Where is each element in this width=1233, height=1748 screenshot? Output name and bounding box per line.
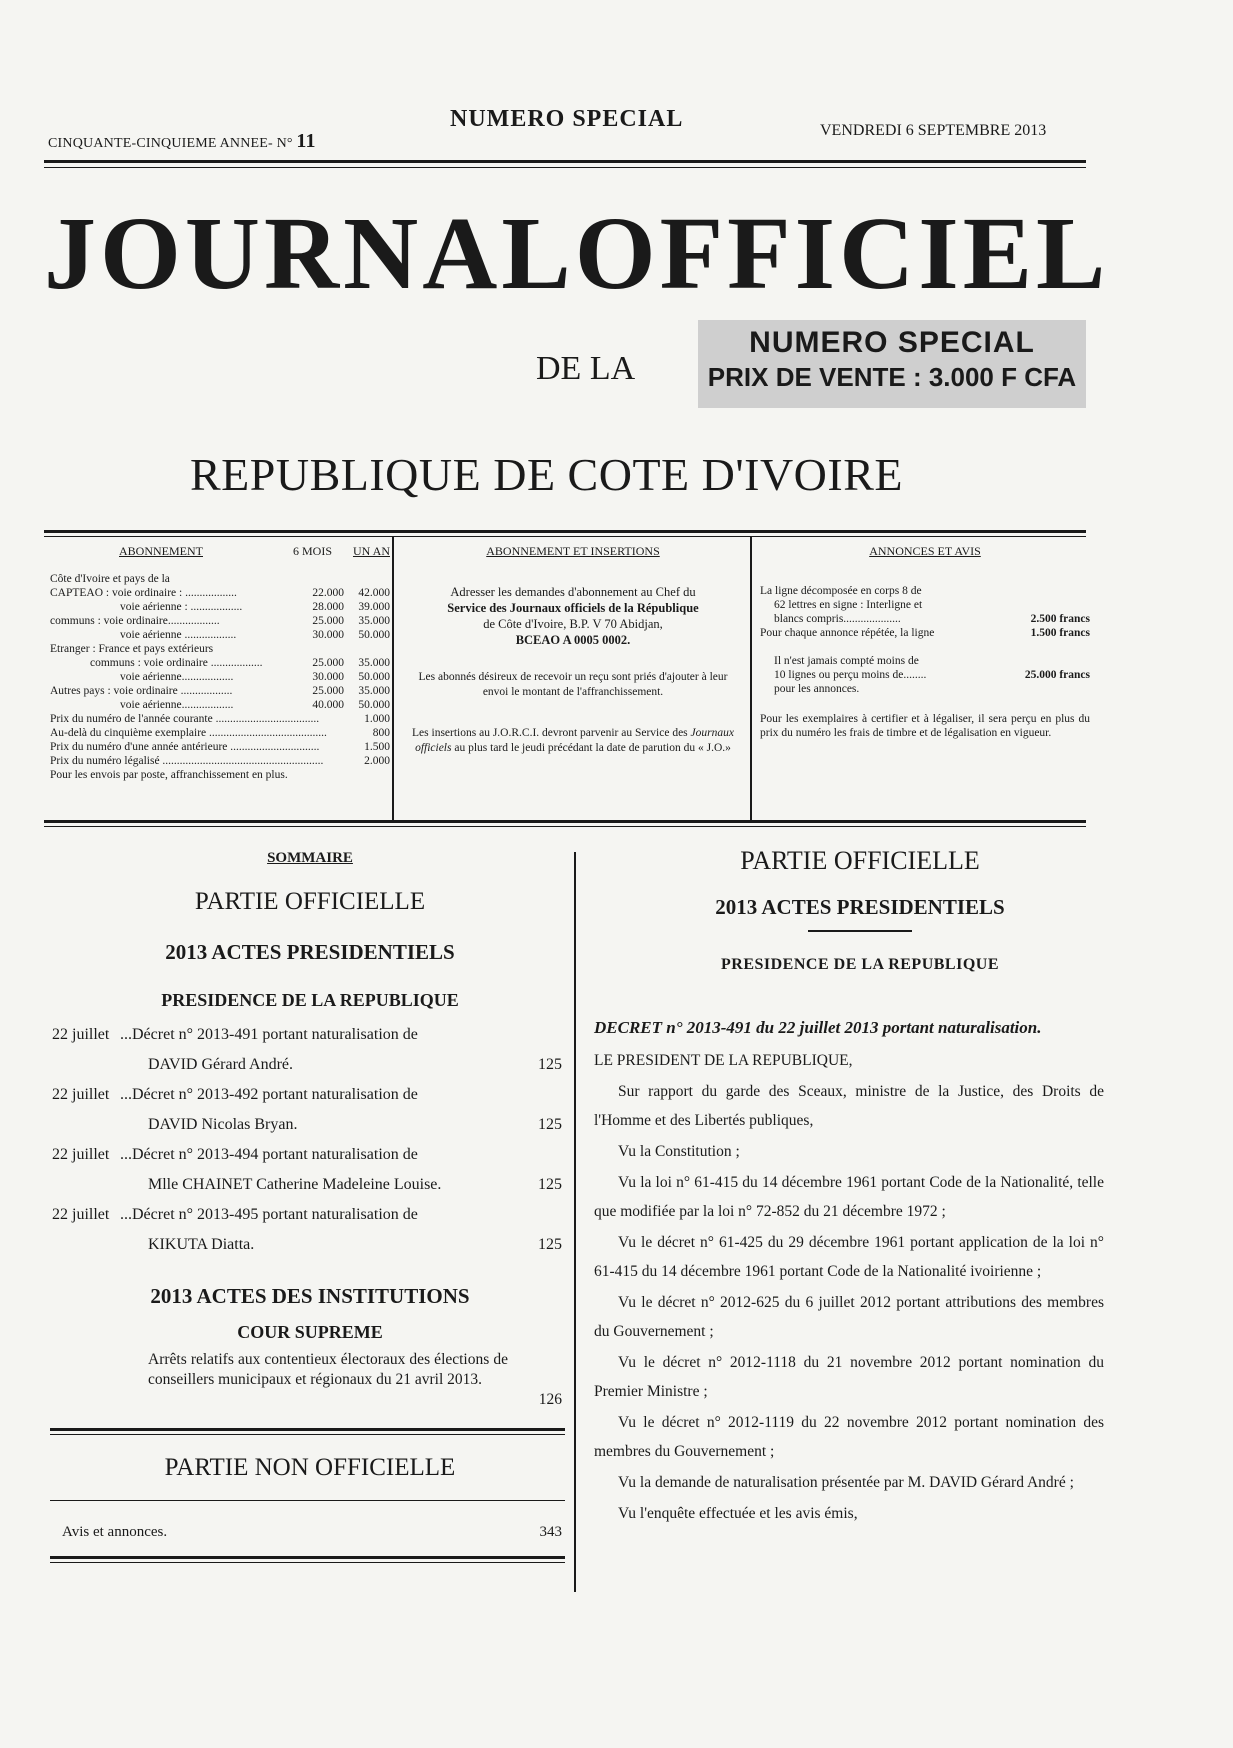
table-rule-top2: [44, 536, 1086, 537]
special-price-box: NUMERO SPECIAL PRIX DE VENTE : 3.000 F CFA: [698, 320, 1086, 408]
sommaire-cour-supreme: COUR SUPREME: [237, 1322, 383, 1342]
decret-paragraph: Sur rapport du garde des Sceaux, ministre de la Justice, des Droits de l'Homme et des Libertés publiques,: [594, 1083, 1104, 1129]
header-rule-bottom: [44, 167, 1086, 168]
sommaire-entry: 22 juillet ...Décret n° 2013-494 portant naturalisation de Mlle CHAINET Catherine Madeleine Louise. 125: [52, 1146, 562, 1193]
right-actes-presidentiels: 2013 ACTES PRESIDENTIELS: [715, 895, 1005, 919]
table-rule-bottom: [44, 820, 1086, 823]
abonnement-table: ABONNEMENT 6 MOIS UN AN Côte d'Ivoire et pays de la CAPTEAO : voie ordinaire : .................. 22.000 42.000 voie aérienne : .................. 28.000 39.000 communs : voie ordinaire.................. 25.000 35.000 voie aérienne .................. 30.000 50.000 Etranger : France et pays extérieurs communs : voie ordinaire .................. 25.000 35.000 voie aérienne.................. 30.000 50.000 Autres pays : voie ordinaire .................. 25.000 35.000 voie aérienne.................. 40.000 50.000 Prix du numéro de l'année courante .................................... 1.000 Au-delà du cinquième exemplaire ......................................... 800 Prix du numéro d'une année antérieure ............................... 1.500 Prix du numéro légalisé ........................................................ 2.000 Pour les envois par poste, affranchissement en plus.: [50, 544, 390, 781]
sommaire-partie-non-officielle: PARTIE NON OFFICIELLE: [164, 1454, 456, 1481]
decret-paragraph: Vu l'enquête effectuée et les avis émis,: [618, 1505, 858, 1522]
year-number-label: CINQUANTE-CINQUIEME ANNEE- N° 11: [48, 130, 316, 152]
sommaire-rule-1b: [50, 1434, 565, 1435]
sommaire-entry: 22 juillet ...Décret n° 2013-492 portant naturalisation de DAVID Nicolas Bryan. 125: [52, 1086, 562, 1133]
annonces-column: ANNONCES ET AVIS La ligne décomposée en corps 8 de 62 lettres en signe : Interligne et blancs compris.................... 2.500 francs Pour chaque annonce répétée, la ligne 1.500 francs Il n'est jamais compté moins de 10 lignes ou perçu moins de........ 25.000 francs pour les annonces. Pour les exemplaires à certifier et à légaliser, il sera perçu en plus du prix du numéro les frais de timbre et de légalisation en vigueur.: [760, 544, 1090, 739]
table-rule-top: [44, 530, 1086, 533]
sommaire-presidence: PRESIDENCE DE LA REPUBLIQUE: [161, 990, 459, 1010]
sommaire-rule-2: [50, 1500, 565, 1501]
table-rule-bottom2: [44, 826, 1086, 827]
decret-body: [594, 1046, 1104, 1530]
sommaire-partie-officielle: PARTIE OFFICIELLE: [194, 888, 426, 915]
masthead-de-la: DE LA: [536, 350, 636, 387]
sommaire-entry: 22 juillet ...Décret n° 2013-495 portant naturalisation de KIKUTA Diatta. 125: [52, 1206, 562, 1253]
issue-number: 11: [296, 130, 316, 152]
table-divider-2: [750, 536, 752, 820]
sommaire-actes-institutions: 2013 ACTES DES INSTITUTIONS: [150, 1284, 470, 1308]
masthead-republique: REPUBLIQUE DE COTE D'IVOIRE: [190, 449, 904, 500]
decret-paragraph: Vu la demande de naturalisation présentée par M. DAVID Gérard André ;: [618, 1474, 1074, 1491]
table-divider-1: [392, 536, 394, 820]
decret-paragraph: Vu le décret n° 2012-625 du 6 juillet 2012 portant attributions des membres du Gouvernement ;: [594, 1294, 1104, 1340]
sommaire-title: SOMMAIRE: [267, 850, 353, 866]
decret-title: DECRET n° 2013-491 du 22 juillet 2013 portant naturalisation.: [594, 1018, 1042, 1037]
sommaire-rule-3b: [50, 1562, 565, 1563]
sommaire-actes-presidentiels: 2013 ACTES PRESIDENTIELS: [165, 940, 455, 964]
sommaire-rule-1: [50, 1428, 565, 1431]
header-rule-top: [44, 160, 1086, 163]
decret-paragraph: Vu le décret n° 2012-1119 du 22 novembre 2012 portant nomination des membres du Gouvernement ;: [594, 1414, 1104, 1460]
decret-paragraph: Vu le décret n° 61-425 du 29 décembre 1961 portant application de la loi n° 61-415 du 14 décembre 1961 portant Code de la Nationalité ivoirienne ;: [594, 1234, 1104, 1280]
insertions-column: ABONNEMENT ET INSERTIONS Adresser les demandes d'abonnement au Chef du Service des Journaux officiels de la République de Côte d'Ivoire, B.P. V 70 Abidjan, BCEAO A 0005 0002. Les abonnés désireux de recevoir un reçu sont priés d'ajouter à leur envoi le montant de l'affranchissement. Les insertions au J.O.R.C.I. devront parvenir au Service des Journaux officiels au plus tard le jeudi précédant la date de parution du « J.O.»: [412, 544, 734, 754]
right-divider-short: [808, 930, 912, 932]
decret-paragraph: LE PRESIDENT DE LA REPUBLIQUE,: [594, 1052, 853, 1069]
special-issue-label: NUMERO SPECIAL: [450, 106, 684, 132]
decret-paragraph: Vu la loi n° 61-415 du 14 décembre 1961 portant Code de la Nationalité, telle que modifiée par la loi n° 72-852 du 21 décembre 1972 ;: [594, 1174, 1104, 1220]
issue-date: VENDREDI 6 SEPTEMBRE 2013: [820, 122, 1047, 139]
decret-paragraph: Vu le décret n° 2012-1118 du 21 novembre 2012 portant nomination du Premier Ministre ;: [594, 1354, 1104, 1400]
sommaire-entry: 22 juillet ...Décret n° 2013-491 portant naturalisation de DAVID Gérard André. 125: [52, 1026, 562, 1073]
masthead-title: JOURNAL OFFICIEL: [44, 196, 1110, 311]
right-partie-officielle: PARTIE OFFICIELLE: [740, 846, 980, 875]
column-divider: [574, 852, 576, 1592]
right-presidence: PRESIDENCE DE LA REPUBLIQUE: [721, 956, 999, 973]
sommaire-arrets: Arrêts relatifs aux contentieux électoraux des élections de conseillers municipaux et régionaux du 21 avril 2013. 126: [148, 1351, 562, 1408]
sommaire-rule-3: [50, 1556, 565, 1559]
decret-paragraph: Vu la Constitution ;: [618, 1143, 740, 1160]
sommaire-avis: Avis et annonces. 343: [62, 1524, 562, 1540]
